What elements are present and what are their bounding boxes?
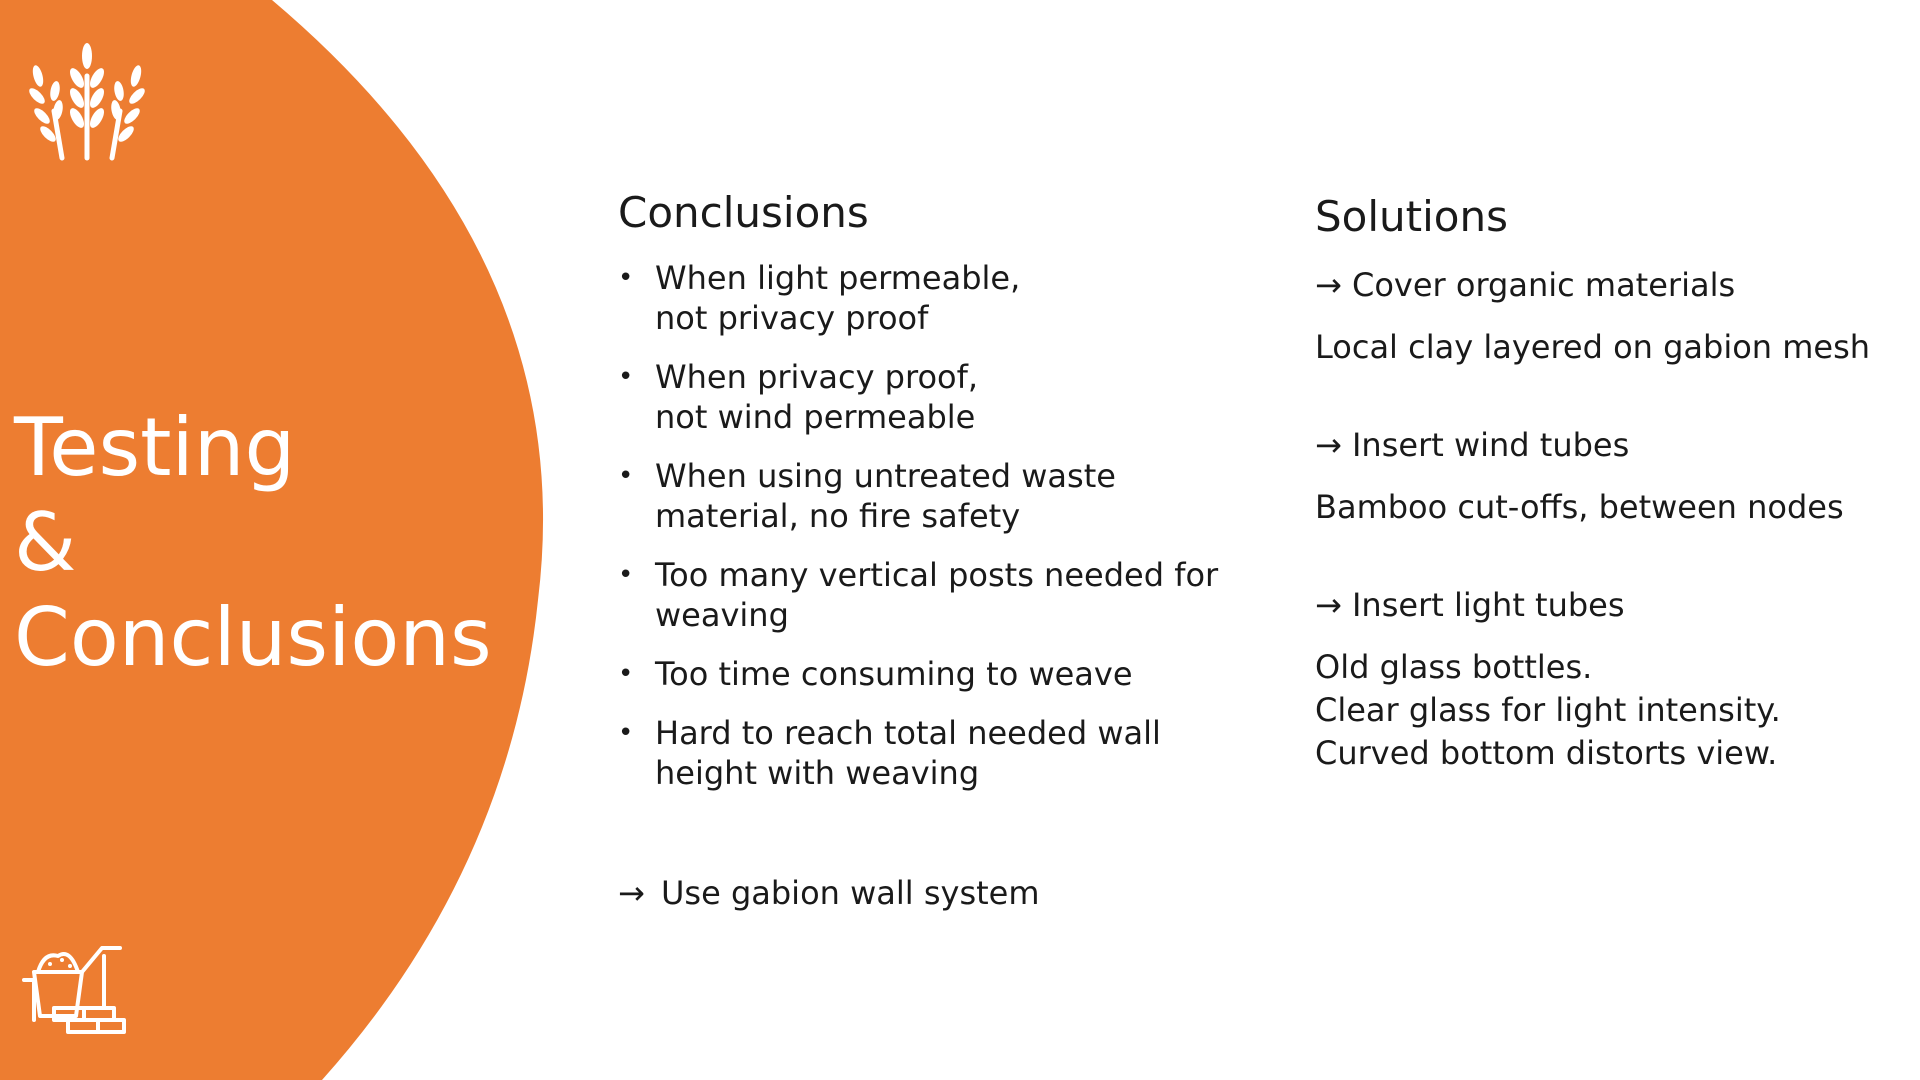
list-item-line: not privacy proof	[655, 299, 929, 337]
list-item	[618, 258, 1218, 338]
solution-item	[1315, 425, 1875, 529]
title-line-3: Conclusions	[14, 591, 492, 684]
list-item-line: • When light permeable,	[655, 259, 1021, 297]
solutions-heading: Solutions	[1315, 192, 1508, 241]
list-item	[618, 713, 1218, 793]
solution-detail-line: Curved bottom distorts view.	[1315, 734, 1778, 772]
title-line-1: Testing	[14, 401, 296, 494]
solution-item	[1315, 585, 1875, 775]
conclusions-list	[618, 258, 1218, 812]
solution-detail-line: Bamboo cut-offs, between nodes	[1315, 488, 1844, 526]
arrow-right-icon: →	[1315, 586, 1342, 624]
list-item-line: • When privacy proof,	[655, 358, 979, 396]
list-item	[618, 654, 1218, 694]
conclusions-heading: Conclusions	[618, 188, 869, 237]
solution-detail	[1315, 646, 1875, 775]
bricks-wheelbarrow-icon	[20, 930, 128, 1034]
list-item	[618, 456, 1218, 536]
list-item-line: weaving	[655, 596, 789, 634]
solution-title-text: Insert light tubes	[1351, 586, 1625, 624]
solution-detail	[1315, 326, 1875, 369]
list-item-line: not wind permeable	[655, 398, 976, 436]
solution-title	[1315, 585, 1875, 625]
solution-detail-line: Old glass bottles.	[1315, 648, 1593, 686]
arrow-right-icon: →	[618, 874, 645, 912]
list-item-line: material, no fire safety	[655, 497, 1021, 535]
solution-title-text: Insert wind tubes	[1351, 426, 1630, 464]
list-item	[618, 357, 1218, 437]
arrow-right-icon: →	[1315, 266, 1342, 304]
solution-title	[1315, 425, 1875, 465]
conclusion-result	[618, 873, 1040, 913]
solution-title-text: Cover organic materials	[1351, 266, 1736, 304]
list-item-line: • Hard to reach total needed wall	[655, 714, 1161, 752]
list-item-line: height with weaving	[655, 754, 980, 792]
solution-detail	[1315, 486, 1875, 529]
list-item-line: • When using untreated waste	[655, 457, 1116, 495]
conclusion-result-text: Use gabion wall system	[660, 874, 1040, 912]
solution-title	[1315, 265, 1875, 305]
solution-item	[1315, 265, 1875, 369]
list-item-line: • Too many vertical posts needed for	[655, 556, 1219, 594]
wheat-icon	[20, 36, 154, 162]
arrow-right-icon: →	[1315, 426, 1342, 464]
list-item-line: • Too time consuming to weave	[655, 655, 1133, 693]
slide-title	[14, 400, 514, 685]
title-line-2: &	[14, 496, 77, 589]
list-item	[618, 555, 1218, 635]
solution-detail-line: Clear glass for light intensity.	[1315, 691, 1781, 729]
solution-detail-line: Local clay layered on gabion mesh	[1315, 328, 1871, 366]
